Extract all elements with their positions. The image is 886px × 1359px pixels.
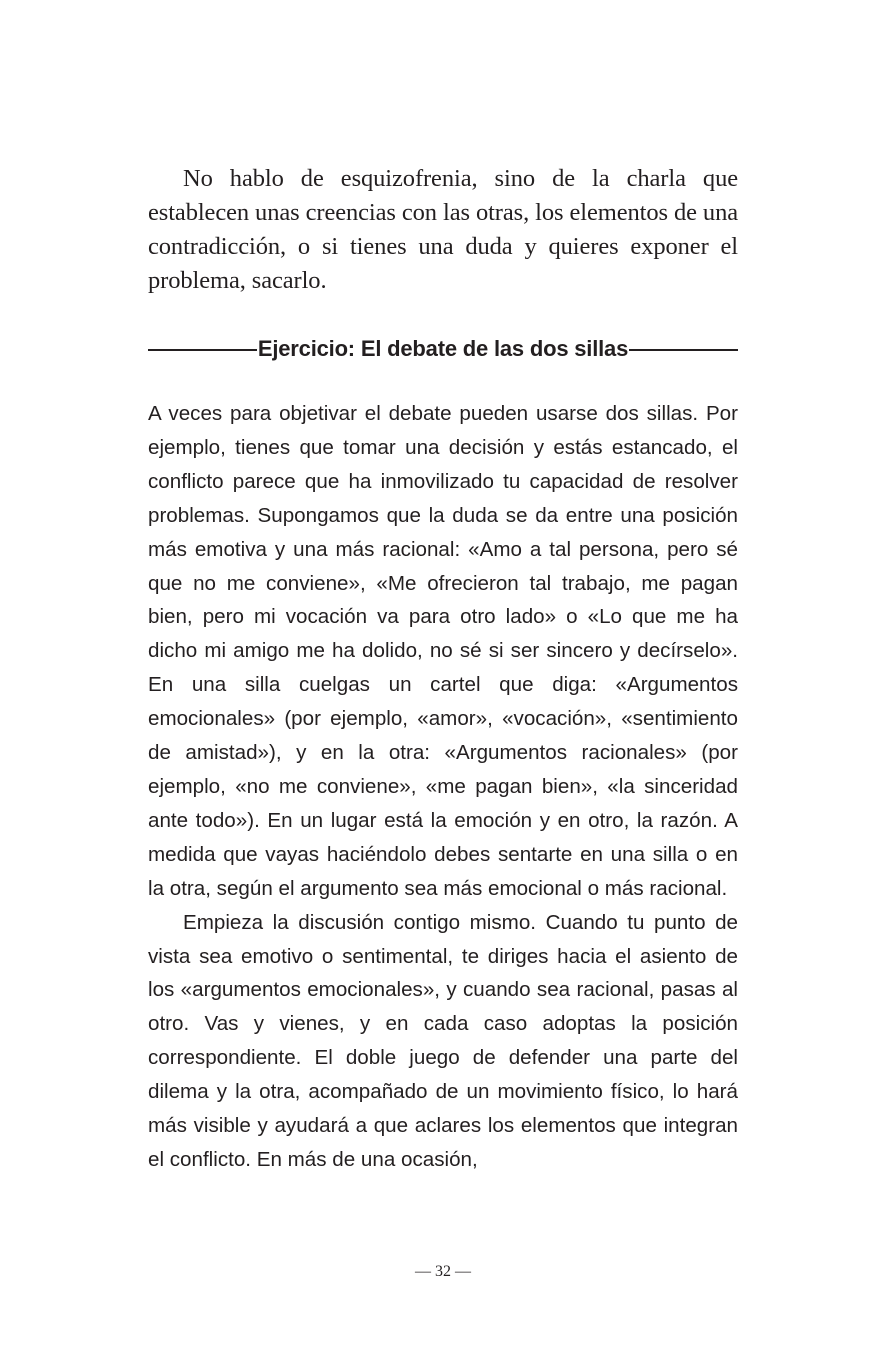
heading-rule-right bbox=[629, 349, 738, 351]
section-heading-row bbox=[148, 334, 738, 364]
section-heading: Ejercicio: El debate de las dos sillas bbox=[257, 336, 629, 361]
intro-paragraph: No hablo de esquizofrenia, sino de la charla que establecen unas creencias con las otras, los elementos de una contradicción, o si tienes una duda y quieres exponer el problema, sacarlo. bbox=[148, 165, 738, 294]
body-paragraph: Empieza la discusión contigo mismo. Cuando tu punto de vista sea emotivo o sentimental, te diriges hacia el asiento de los «argumentos emocionales», y cuando sea racional, pasas al otro. Vas y vienes, y en cada caso adoptas la posición correspondiente. El doble juego de defender una parte del dilema y la otra, acompañado de un movimiento físico, lo hará más visible y ayudará a que aclares los elementos que integran el conflicto. En más de una ocasión, bbox=[148, 910, 738, 1171]
page-number: — 32 — bbox=[415, 1263, 471, 1280]
exercise-body bbox=[148, 397, 738, 1177]
body-paragraph: A veces para objetivar el debate pueden usarse dos sillas. Por ejemplo, tienes que tomar una decisión y estás estancado, el conflicto parece que ha inmovilizado tu capacidad de resolver problemas. Supongamos que la duda se da entre una posición más emotiva y una más racional: «Amo a tal persona, pero sé que no me conviene», «Me ofrecieron tal trabajo, me pagan bien, pero mi vocación va para otro lado» o «Lo que me ha dicho mi amigo me ha dolido, no sé si ser sincero y decírselo». En una silla cuelgas un cartel que diga: «Argumentos emocionales» (por ejemplo, «amor», «vocación», «sentimiento de amistad»), y en la otra: «Argumentos racionales» (por ejemplo, «no me conviene», «me pagan bien», «la sinceridad ante todo»). En un lugar está la emoción y en otro, la razón. A medida que vayas haciéndolo debes sentarte en una silla o en la otra, según el argumento sea más emocional o más racional. bbox=[148, 402, 738, 900]
heading-rule-left bbox=[148, 349, 257, 351]
